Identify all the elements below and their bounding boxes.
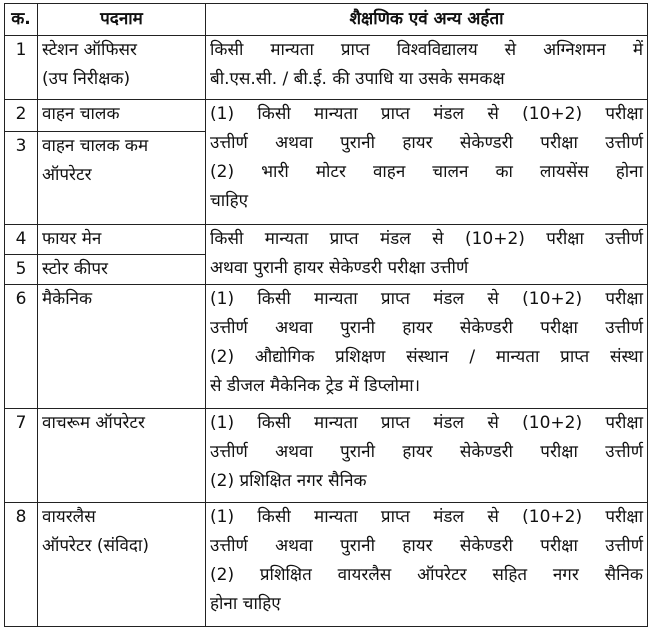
post-name-line: स्टेशन ऑफिसर: [42, 40, 137, 60]
qualification-cell: [206, 100, 648, 225]
qualification-line: (1) किसी मान्यता प्राप्त मंडल से (10+2) परीक्षा: [210, 104, 643, 124]
row-number: 3: [5, 132, 38, 225]
qualification-cell: [206, 503, 648, 627]
qualification-line: (1) किसी मान्यता प्राप्त मंडल से (10+2) परीक्षा: [210, 507, 643, 527]
row-number: 2: [5, 100, 38, 132]
header-qualification: शैक्षणिक एवं अन्य अर्हता: [206, 4, 648, 36]
qualification-line: (1) किसी मान्यता प्राप्त मंडल से (10+2) परीक्षा: [210, 413, 643, 433]
qualification-cell: [206, 36, 648, 100]
post-name-cell: [38, 100, 206, 132]
qualification-line: (2) प्रशिक्षित नगर सैनिक: [210, 471, 367, 491]
table-row: [5, 285, 648, 409]
qualification-line: चाहिए: [210, 191, 249, 211]
qualification-line: से डीजल मैकेनिक ट्रेड में डिप्लोमा।: [210, 376, 421, 396]
row-number: 6: [5, 285, 38, 409]
post-name-cell: [38, 132, 206, 225]
table-body: [5, 36, 648, 627]
table-row: [5, 225, 648, 255]
row-number: 1: [5, 36, 38, 100]
qualification-line: उत्तीर्ण अथवा पुरानी हायर सेकेण्डरी परीक्षा उत्तीर्ण: [210, 133, 643, 153]
qualification-line: उत्तीर्ण अथवा पुरानी हायर सेकेण्डरी परीक्षा उत्तीर्ण: [210, 442, 643, 462]
row-number: 5: [5, 255, 38, 285]
qualification-line: उत्तीर्ण अथवा पुरानी हायर सेकेण्डरी परीक्षा उत्तीर्ण: [210, 536, 643, 556]
table-header-row: [5, 4, 648, 36]
qualification-line: अथवा पुरानी हायर सेकेण्डरी परीक्षा उत्तीर्ण: [210, 258, 469, 278]
post-name-line: ऑपरेटर (संविदा): [42, 536, 149, 556]
table-row: [5, 503, 648, 627]
post-name-line: ऑपरेटर: [42, 165, 92, 185]
post-name-line: वाहन चालक: [42, 104, 120, 124]
qualification-cell: [206, 225, 648, 285]
qualification-cell: [206, 285, 648, 409]
table-row: [5, 409, 648, 503]
row-number: 7: [5, 409, 38, 503]
qualification-line: किसी मान्यता प्राप्त मंडल से (10+2) परीक्षा उत्तीर्ण: [210, 229, 643, 249]
post-name-line: फायर मेन: [42, 229, 102, 249]
qualification-line: किसी मान्यता प्राप्त विश्वविद्यालय से अग्निशमन में: [210, 40, 643, 60]
header-serial-number: क.: [5, 4, 38, 36]
table-row: [5, 36, 648, 100]
qualification-line: (2) प्रशिक्षित वायरलैस ऑपरेटर सहित नगर सैनिक: [210, 565, 643, 585]
post-name-line: स्टोर कीपर: [42, 259, 109, 279]
qualification-line: बी.एस.सी. / बी.ई. की उपाधि या उसके समकक्ष: [210, 69, 505, 89]
post-name-line: वाचरूम ऑपरेटर: [42, 413, 145, 433]
post-name-cell: [38, 255, 206, 285]
post-name-cell: [38, 36, 206, 100]
qualification-cell: [206, 409, 648, 503]
qualification-line: (2) भारी मोटर वाहन चालन का लायसेंस होना: [210, 162, 643, 182]
qualification-table: [4, 3, 648, 627]
table-row: [5, 100, 648, 132]
post-name-line: वायरलैस: [42, 507, 96, 527]
row-number: 8: [5, 503, 38, 627]
post-name-cell: [38, 503, 206, 627]
header-post-name: पदनाम: [38, 4, 206, 36]
qualification-line: (2) औद्योगिक प्रशिक्षण संस्थान / मान्यता प्राप्त संस्था: [210, 347, 643, 367]
post-name-line: (उप निरीक्षक): [42, 69, 131, 89]
post-name-line: वाहन चालक कम: [42, 136, 149, 156]
post-name-cell: [38, 225, 206, 255]
post-name-cell: [38, 285, 206, 409]
row-number: 4: [5, 225, 38, 255]
qualification-line: होना चाहिए: [210, 594, 281, 614]
post-name-cell: [38, 409, 206, 503]
post-name-line: मैकेनिक: [42, 289, 93, 309]
qualification-line: उत्तीर्ण अथवा पुरानी हायर सेकेण्डरी परीक्षा उत्तीर्ण: [210, 318, 643, 338]
qualification-line: (1) किसी मान्यता प्राप्त मंडल से (10+2) परीक्षा: [210, 289, 643, 309]
